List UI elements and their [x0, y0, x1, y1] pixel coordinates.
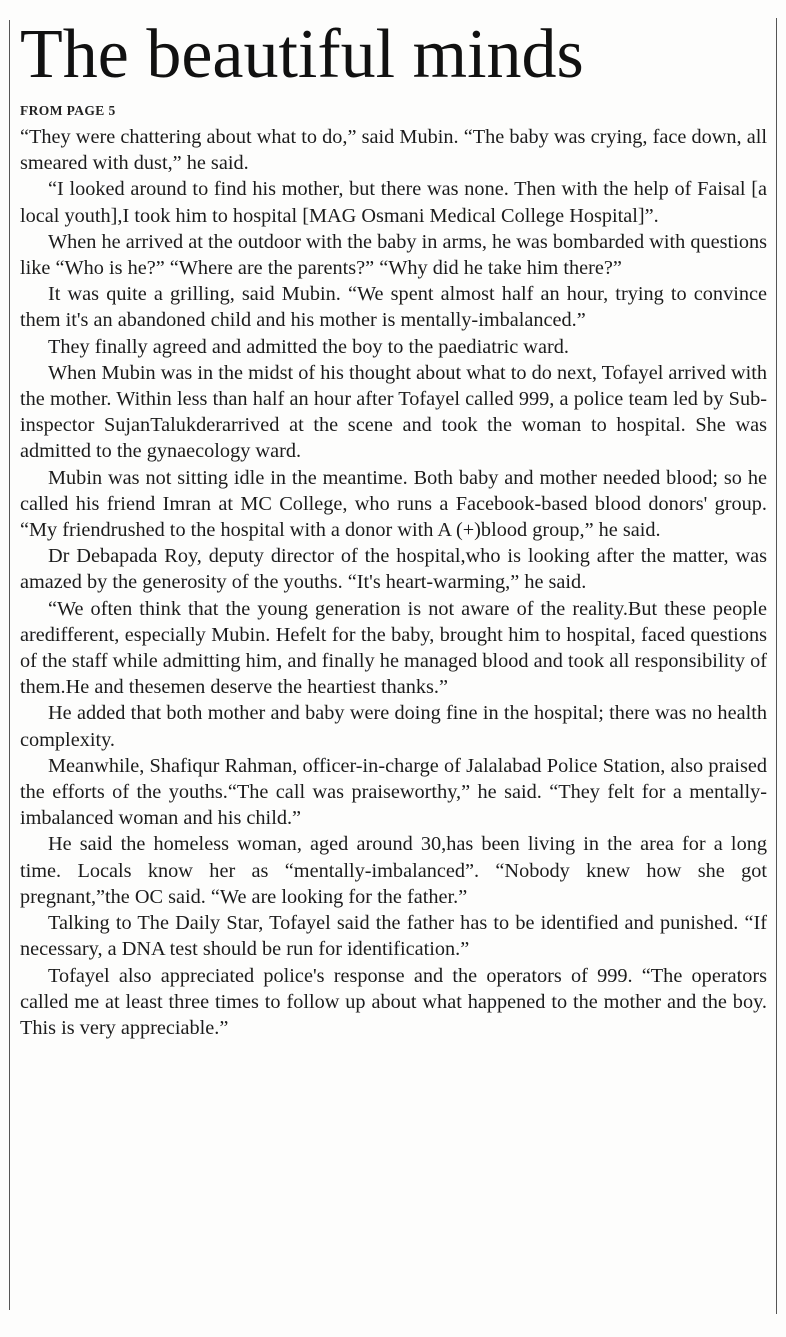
paragraph: It was quite a grilling, said Mubin. “We spent almost half an hour, trying to convince them it's an abandoned child and his mother is mentally-imbalanced.” — [20, 283, 767, 332]
paragraph: He said the homeless woman, aged around 30,has been living in the area for a long time. Locals know her as “mentally-imbalanced”. “Nobody knew how she got pregnant,”the OC said. “We are looking for the father.” — [20, 833, 767, 908]
paragraph: “They were chattering about what to do,” said Mubin. “The baby was crying, face down, all smeared with dust,” he said. — [20, 126, 767, 175]
paragraph: They finally agreed and admitted the boy to the paediatric ward. — [48, 335, 569, 358]
paragraph: Meanwhile, Shafiqur Rahman, officer-in-charge of Jalalabad Police Station, also praised the efforts of the youths.“The call was praiseworthy,” he said. “They felt for a mentally-imbalanced woman and his child.” — [20, 754, 767, 830]
paragraph: When Mubin was in the midst of his thought about what to do next, Tofayel arrived with the mother. Within less than half an hour after Tofayel called 999, a police team led by Sub-inspector SujanTalukderarrived at the scene and took the woman to hospital. She was admitted to the gynaecology ward. — [20, 361, 767, 463]
paragraph: “I looked around to find his mother, but there was none. Then with the help of Faisal [a local youth],I took him to hospital [MAG Osmani Medical College Hospital]”. — [20, 178, 767, 227]
headline: The beautiful minds — [20, 16, 584, 93]
paragraph: He added that both mother and baby were doing fine in the hospital; there was no health complexity. — [20, 702, 767, 751]
article-body — [20, 124, 767, 1041]
paragraph: Tofayel also appreciated police's response and the operators of 999. “The operators called me at least three times to follow up about what happened to the mother and the boy. This is very appreciable.” — [20, 964, 767, 1039]
jump-line: FROM PAGE 5 — [20, 103, 116, 118]
paragraph: When he arrived at the outdoor with the baby in arms, he was bombarded with questions like “Who is he?” “Where are the parents?” “Why did he take him there?” — [20, 230, 767, 280]
column-rule-right — [776, 18, 777, 1314]
paragraph: “We often think that the young generation is not aware of the reality.But these people aredifferent, especially Mubin. Hefelt for the baby, brought him to hospital, faced questions of the staff while admitting him, and finally he managed blood and took all responsibility of them.He and thesemen deserve the heartiest thanks.” — [20, 597, 767, 699]
paragraph: Mubin was not sitting idle in the meantime. Both baby and mother needed blood; so he called his friend Imran at MC College, who runs a Facebook-based blood donors' group. “My friendrushed to the hospital with a donor with A (+)blood group,” he said. — [20, 466, 767, 542]
paragraph: Dr Debapada Roy, deputy director of the hospital,who is looking after the matter, was amazed by the generosity of the youths. “It's heart-warming,” he said. — [20, 545, 767, 594]
article — [20, 14, 767, 1041]
column-rule-left — [9, 20, 10, 1310]
paragraph: Talking to The Daily Star, Tofayel said the father has to be identified and punished. “If necessary, a DNA test should be run for identification.” — [20, 912, 767, 961]
